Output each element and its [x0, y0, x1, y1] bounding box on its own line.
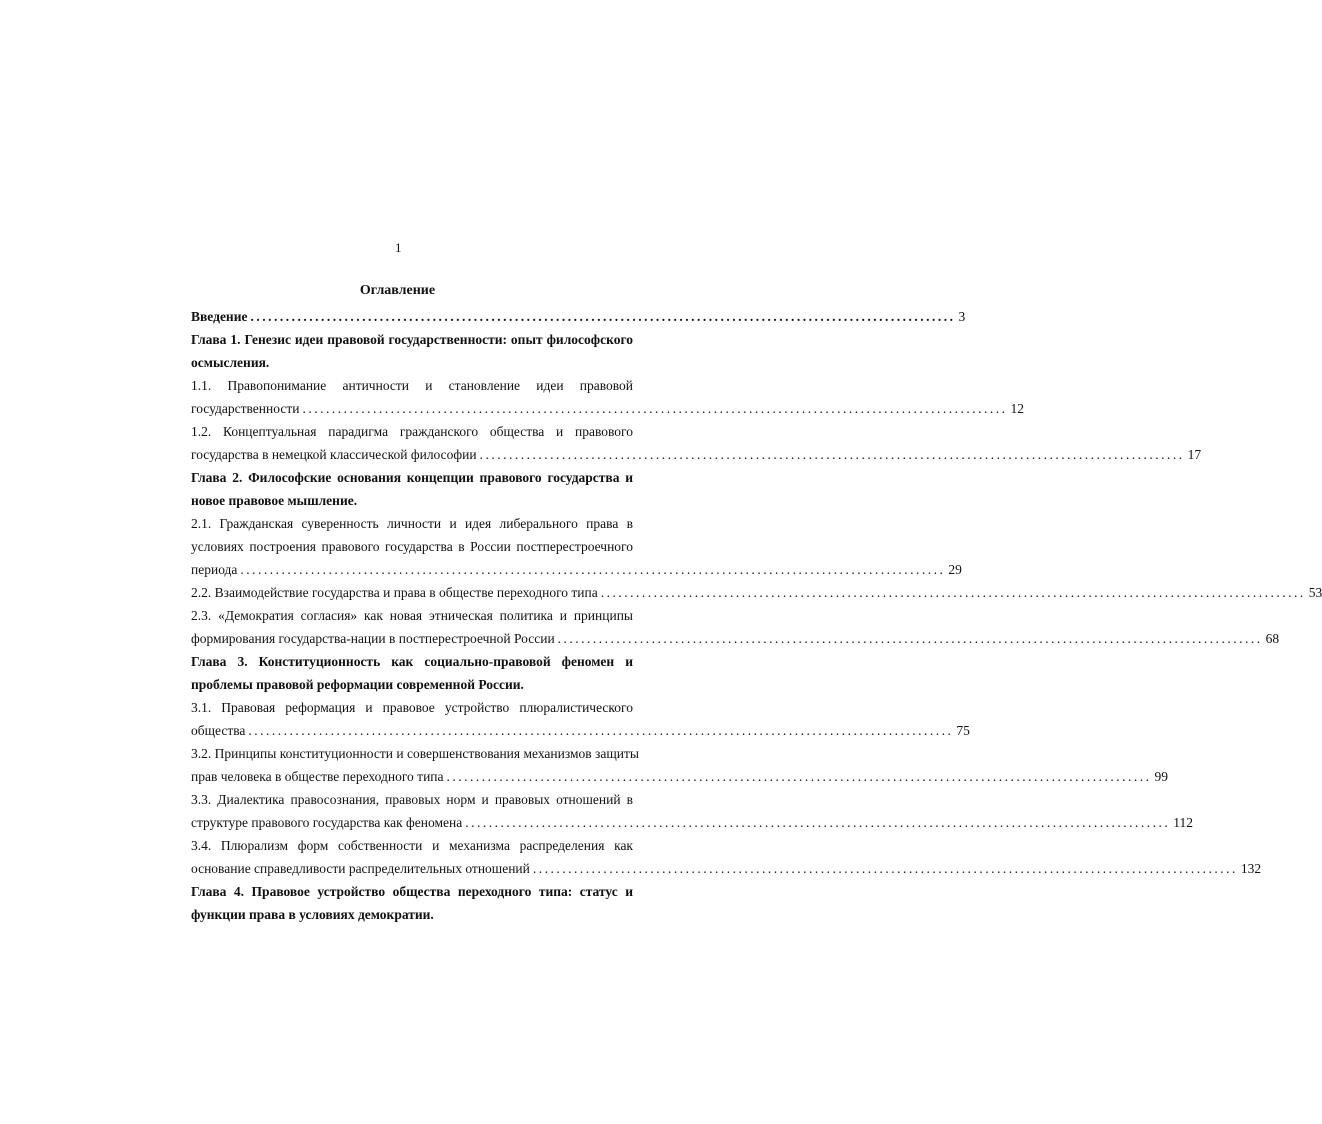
toc-section-2-3-cont [191, 627, 1280, 650]
toc-section-1-1: 1.1. Правопонимание античности и становление идеи правовой [191, 378, 633, 393]
toc-title: Оглавление [359, 283, 436, 298]
toc-section-3-2: 3.2. Принципы конституционности и совершенствования механизмов защиты [191, 746, 639, 761]
toc-section-3-2-cont [191, 765, 1169, 788]
leader-dots: ........................................................................................................................ [302, 401, 1008, 416]
toc-page-number: 112 [1173, 815, 1194, 830]
page-number: 1 [395, 240, 402, 255]
toc-entry-text: общества [191, 723, 246, 738]
toc-page-number: 3 [958, 309, 966, 324]
toc-chapter-3: Глава 3. Конституционность как социально-правовой феномен и [191, 654, 633, 669]
toc-section-2-1-cont: условиях построения правового государства в России постперестроечного [191, 539, 633, 554]
toc-section-1-2: 1.2. Концептуальная парадигма гражданского общества и правового [191, 424, 633, 439]
toc-entry-text: прав человека в обществе переходного типа [191, 769, 444, 784]
toc-chapter-4-cont: функции права в условиях демократии. [191, 907, 434, 922]
leader-dots: ........................................................................................................................ [465, 815, 1171, 830]
leader-dots: ........................................................................................................................ [479, 447, 1185, 462]
toc-page-number: 68 [1265, 631, 1280, 646]
toc-entry-text: структуре правового государства как феномена [191, 815, 463, 830]
toc-section-3-4: 3.4. Плюрализм форм собственности и механизма распределения как [191, 838, 633, 853]
toc-section-3-3: 3.3. Диалектика правосознания, правовых норм и правовых отношений в [191, 792, 633, 807]
toc-page-number: 99 [1154, 769, 1169, 784]
toc-entry-text: государства в немецкой классической философии [191, 447, 477, 462]
table-of-contents [191, 305, 1322, 926]
toc-chapter-3-cont: проблемы правовой реформации современной России. [191, 677, 524, 692]
toc-section-1-1-cont [191, 397, 1024, 420]
toc-page-number: 17 [1187, 447, 1202, 462]
leader-dots: ........................................................................................................................ [240, 562, 946, 577]
leader-dots: ........................................................................................................................ [532, 861, 1238, 876]
toc-section-3-1-cont [191, 719, 970, 742]
toc-entry-text: Введение [191, 309, 248, 324]
toc-entry-text: основание справедливости распределительных отношений [191, 861, 530, 876]
leader-dots: ........................................................................................................................ [600, 585, 1306, 600]
toc-entry-text: формирования государства-нации в постперестроечной России [191, 631, 555, 646]
toc-page-number: 132 [1240, 861, 1262, 876]
toc-chapter-2: Глава 2. Философские основания концепции правового государства и [191, 470, 633, 485]
toc-section-2-1: 2.1. Гражданская суверенность личности и идея либерального права в [191, 516, 633, 531]
toc-section-1-2-cont [191, 443, 1202, 466]
toc-chapter-1-cont: осмысления. [191, 355, 270, 370]
leader-dots: ........................................................................................................................ [250, 309, 956, 324]
toc-chapter-1: Глава 1. Генезис идеи правовой государственности: опыт философского [191, 332, 633, 347]
toc-page-number: 29 [948, 562, 962, 577]
toc-section-3-4-cont [191, 857, 1262, 880]
toc-section-2-1-cont2 [191, 558, 962, 581]
leader-dots: ........................................................................................................................ [446, 769, 1152, 784]
toc-entry-text: периода [191, 562, 238, 577]
toc-entry-text: государственности [191, 401, 300, 416]
toc-chapter-4: Глава 4. Правовое устройство общества переходного типа: статус и [191, 884, 633, 899]
toc-page-number: 12 [1010, 401, 1024, 416]
leader-dots: ........................................................................................................................ [557, 631, 1263, 646]
toc-section-2-2 [191, 581, 1322, 604]
leader-dots: ........................................................................................................................ [248, 723, 954, 738]
toc-section-2-3: 2.3. «Демократия согласия» как новая этническая политика и принципы [191, 608, 633, 623]
toc-section-3-1: 3.1. Правовая реформация и правовое устройство плюралистического [191, 700, 633, 715]
toc-entry-intro [191, 305, 966, 328]
toc-section-3-3-cont [191, 811, 1194, 834]
toc-page-number: 75 [956, 723, 970, 738]
toc-chapter-2-cont: новое правовое мышление. [191, 493, 358, 508]
toc-entry-text: 2.2. Взаимодействие государства и права в обществе переходного типа [191, 585, 598, 600]
toc-page-number: 53 [1308, 585, 1322, 600]
